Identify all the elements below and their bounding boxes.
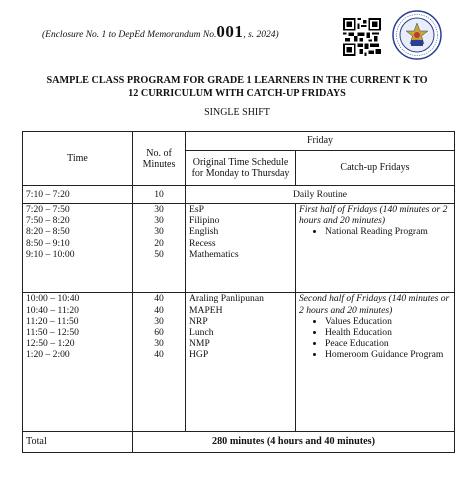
table-row (23, 204, 455, 216)
time-cell: 1:20 – 2:00 (23, 349, 133, 431)
title-line-1: SAMPLE CLASS PROGRAM FOR GRADE 1 LEARNERS IN THE CURRENT K TO (46, 75, 428, 86)
subject-cell: EsP (186, 204, 296, 216)
list-item: • Health Education (325, 327, 451, 338)
subject-cell: NMP (186, 338, 296, 349)
time-cell: 8:20 – 8:50 (23, 226, 133, 237)
subject-cell: HGP (186, 349, 296, 431)
second-half-bullet-list (299, 316, 451, 361)
minutes-cell: 30 (133, 338, 186, 349)
time-cell: 7:10 – 7:20 (23, 186, 133, 204)
list-item: • National Reading Program (325, 226, 451, 237)
first-half-catchup-cell (296, 204, 455, 293)
subject-cell: Araling Panlipunan (186, 293, 296, 305)
time-cell: 10:00 – 10:40 (23, 293, 133, 305)
minutes-cell: 50 (133, 249, 186, 293)
first-half-bullet-list (299, 226, 451, 237)
time-cell: 9:10 – 10:00 (23, 249, 133, 293)
total-label: Total (23, 431, 133, 452)
daily-routine-row (23, 186, 455, 204)
enclosure-prefix: (Enclosure No. 1 to DepEd Memorandum No. (42, 30, 217, 40)
total-row (23, 431, 455, 452)
minutes-cell: 20 (133, 238, 186, 249)
qr-code-icon (343, 18, 381, 56)
subject-cell: Mathematics (186, 249, 296, 293)
time-header: Time (23, 132, 133, 186)
minutes-cell: 40 (133, 293, 186, 305)
minutes-cell: 10 (133, 186, 186, 204)
time-cell: 7:20 – 7:50 (23, 204, 133, 216)
friday-header: Friday (186, 132, 455, 151)
document-title (0, 74, 474, 100)
second-half-description: Second half of Fridays (140 minutes or 2 hours and 20 minutes) (299, 293, 450, 316)
subject-cell: Lunch (186, 327, 296, 338)
time-cell: 10:40 – 11:20 (23, 305, 133, 316)
list-item: • Values Education (325, 316, 451, 327)
table-row (23, 293, 455, 305)
total-value: 280 minutes (4 hours and 40 minutes) (133, 431, 455, 452)
first-half-description: First half of Fridays (140 minutes or 2 hours and 20 minutes) (299, 204, 448, 227)
catchup-fridays-header: Catch-up Fridays (296, 151, 455, 186)
minutes-cell: 30 (133, 215, 186, 226)
subject-cell: Recess (186, 238, 296, 249)
list-item: • Homeroom Guidance Program (325, 349, 451, 360)
title-line-2: 12 CURRICULUM WITH CATCH-UP FRIDAYS (128, 88, 346, 99)
daily-routine-cell: Daily Routine (186, 186, 455, 204)
minutes-cell: 40 (133, 349, 186, 431)
original-schedule-header: Original Time Schedule for Monday to Thursday (186, 151, 296, 186)
minutes-cell: 30 (133, 226, 186, 237)
memo-number: 001 (216, 22, 244, 41)
enclosure-reference (42, 22, 279, 42)
subject-cell: English (186, 226, 296, 237)
subject-cell: NRP (186, 316, 296, 327)
time-cell: 8:50 – 9:10 (23, 238, 133, 249)
minutes-cell: 30 (133, 316, 186, 327)
time-cell: 7:50 – 8:20 (23, 215, 133, 226)
subject-cell: MAPEH (186, 305, 296, 316)
minutes-cell: 60 (133, 327, 186, 338)
minutes-cell: 40 (133, 305, 186, 316)
subject-cell: Filipino (186, 215, 296, 226)
time-cell: 11:20 – 11:50 (23, 316, 133, 327)
time-cell: 12:50 – 1:20 (23, 338, 133, 349)
minutes-cell: 30 (133, 204, 186, 216)
class-program-table (22, 131, 455, 453)
shift-label: SINGLE SHIFT (204, 107, 270, 118)
time-cell: 11:50 – 12:50 (23, 327, 133, 338)
header-row (23, 132, 455, 151)
second-half-catchup-cell (296, 293, 455, 432)
minutes-header: No. of Minutes (133, 132, 186, 186)
enclosure-suffix: , s. 2024) (243, 30, 279, 40)
list-item: • Peace Education (325, 338, 451, 349)
deped-seal-icon (392, 10, 442, 60)
